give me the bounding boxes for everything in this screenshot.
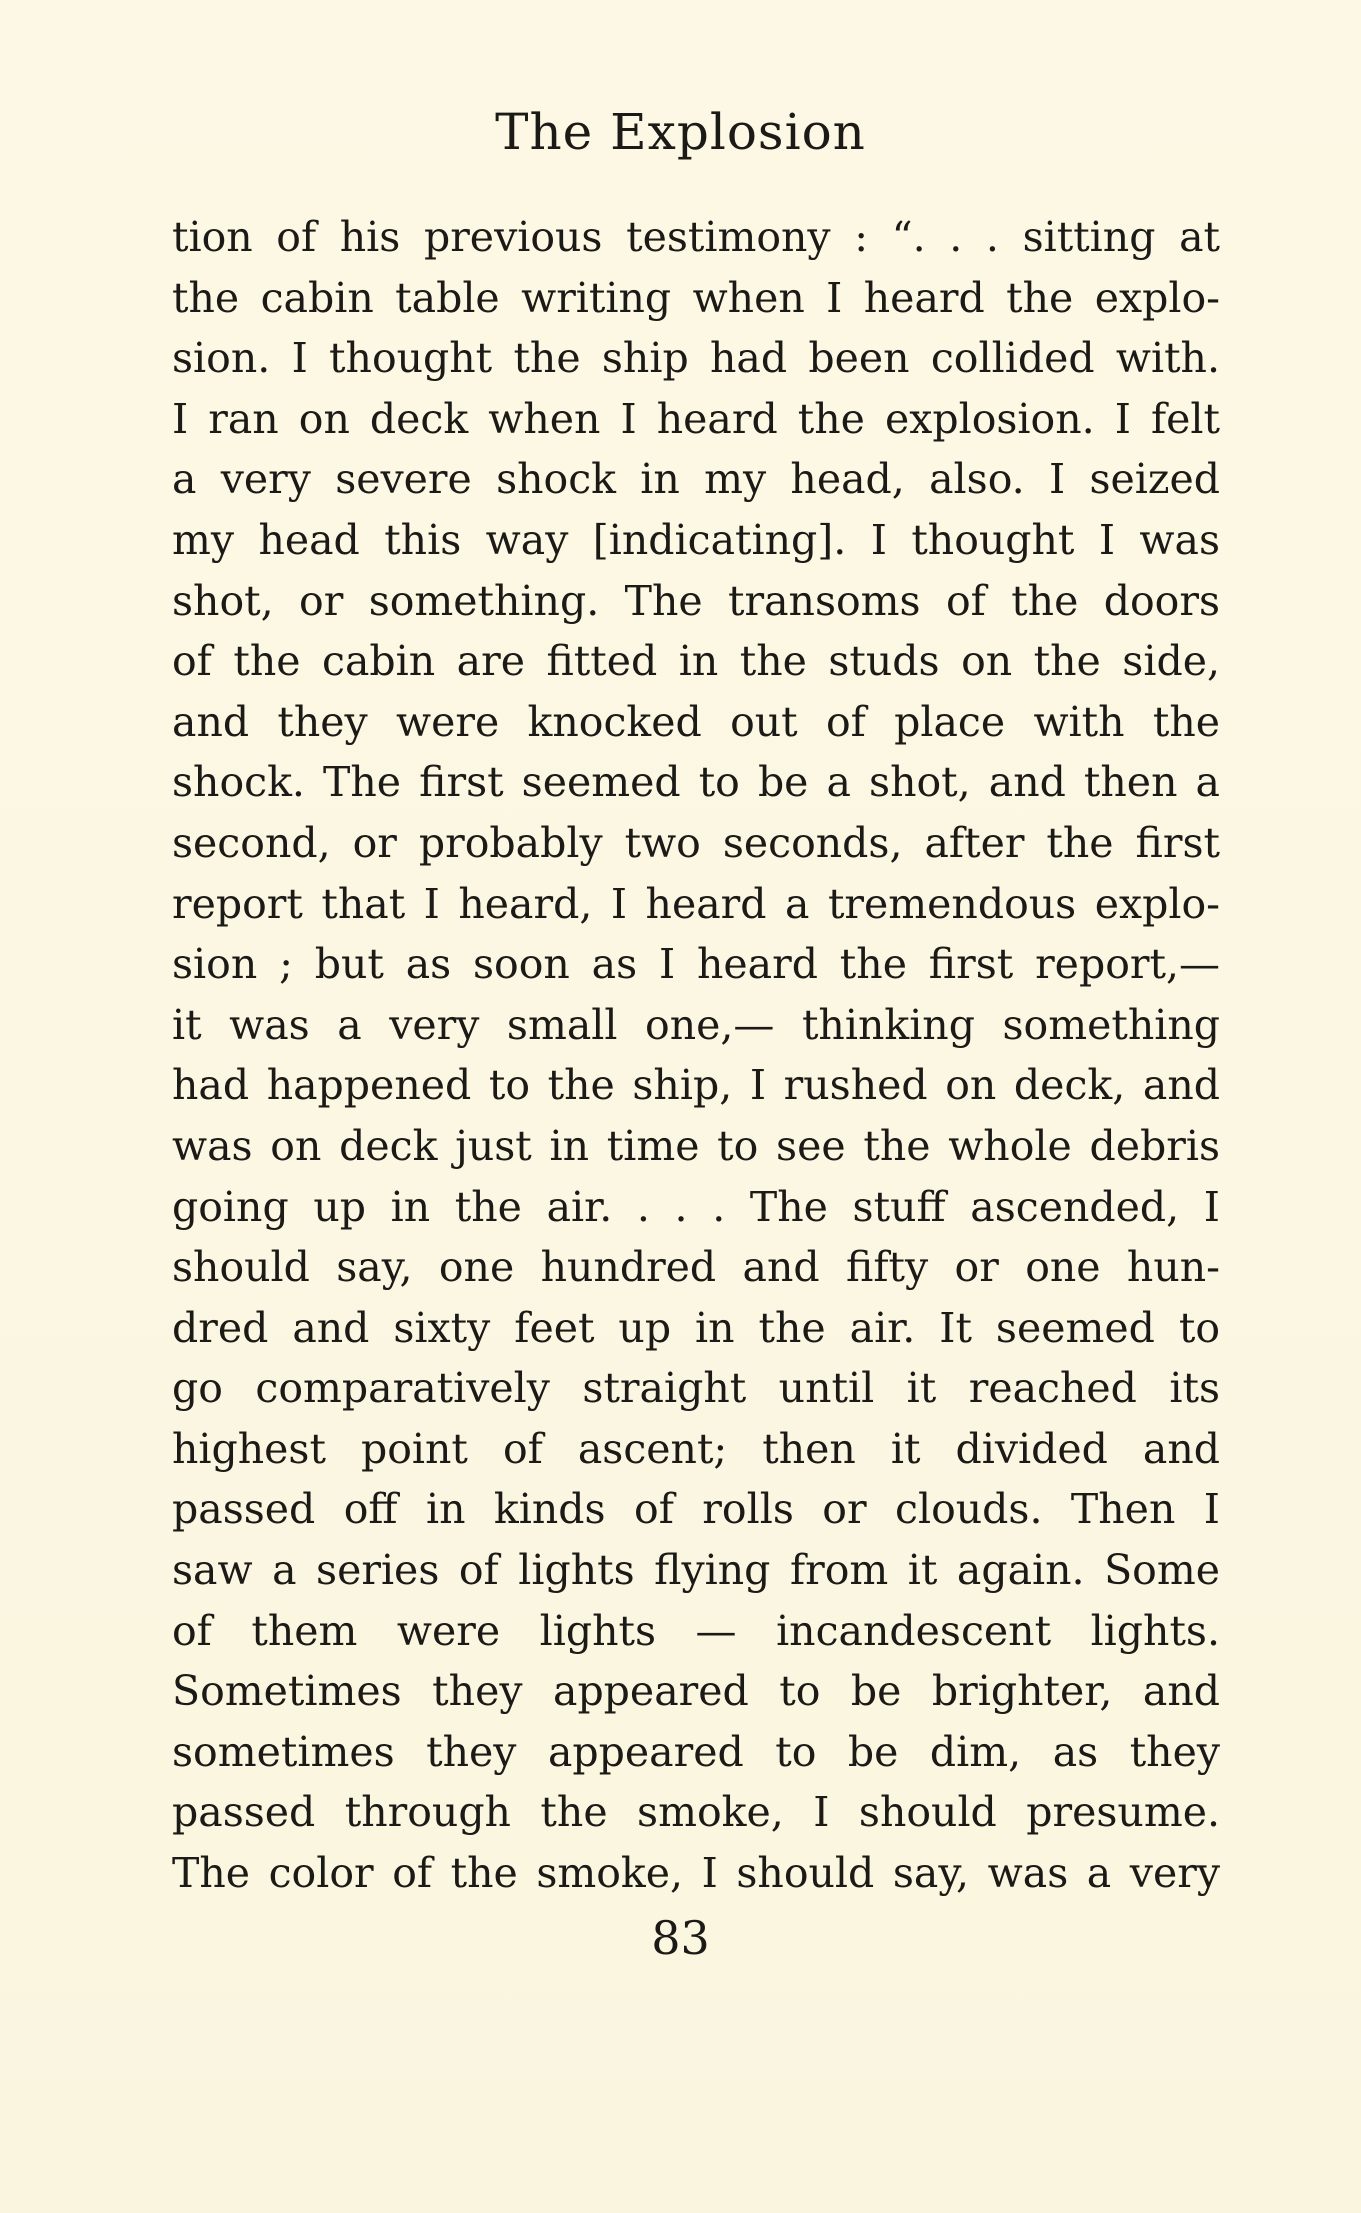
text-line: passed through the smoke, I should presume. [172, 1788, 1220, 1837]
body-text [172, 207, 1220, 1904]
text-line: I ran on deck when I heard the explosion. I felt [172, 394, 1220, 443]
text-line: should say, one hundred and fifty or one hun- [172, 1243, 1220, 1292]
text-line: highest point of ascent; then it divided and [172, 1424, 1220, 1473]
text-line: dred and sixty feet up in the air. It seemed to [172, 1303, 1220, 1352]
text-line: sion. I thought the ship had been collided with. [172, 334, 1220, 383]
text-line: sometimes they appeared to be dim, as they [172, 1727, 1220, 1776]
text-line: going up in the air. . . . The stuff ascended, I [172, 1182, 1220, 1231]
text-line: shot, or something. The transoms of the doors [172, 576, 1220, 625]
text-line: report that I heard, I heard a tremendous explo- [172, 879, 1220, 928]
text-line: Sometimes they appeared to be brighter, and [172, 1667, 1220, 1716]
text-line: it was a very small one,— thinking something [172, 1000, 1220, 1049]
text-line: passed off in kinds of rolls or clouds. Then I [172, 1485, 1220, 1534]
text-line: was on deck just in time to see the whole debris [172, 1121, 1220, 1170]
text-line: sion ; but as soon as I heard the first report,— [172, 940, 1220, 989]
text-line: second, or probably two seconds, after the first [172, 818, 1220, 867]
text-line: tion of his previous testimony : “. . . sitting at [172, 213, 1220, 261]
text-line: had happened to the ship, I rushed on deck, and [172, 1061, 1220, 1110]
page-number: 83 [651, 1911, 710, 1965]
text-line: saw a series of lights flying from it again. Some [172, 1546, 1220, 1595]
text-line: of them were lights — incandescent lights. [172, 1606, 1220, 1655]
text-line: a very severe shock in my head, also. I seized [172, 455, 1220, 504]
text-line: shock. The first seemed to be a shot, and then a [172, 758, 1220, 807]
text-line: and they were knocked out of place with the [172, 697, 1220, 746]
running-head: The Explosion [495, 103, 866, 161]
text-line: go comparatively straight until it reached its [172, 1364, 1220, 1413]
text-line: The color of the smoke, I should say, was a very [172, 1849, 1220, 1898]
text-line: my head this way [indicating]. I thought I was [172, 515, 1220, 564]
text-line: of the cabin are fitted in the studs on the side, [172, 637, 1220, 686]
text-line: the cabin table writing when I heard the explo- [172, 273, 1220, 322]
